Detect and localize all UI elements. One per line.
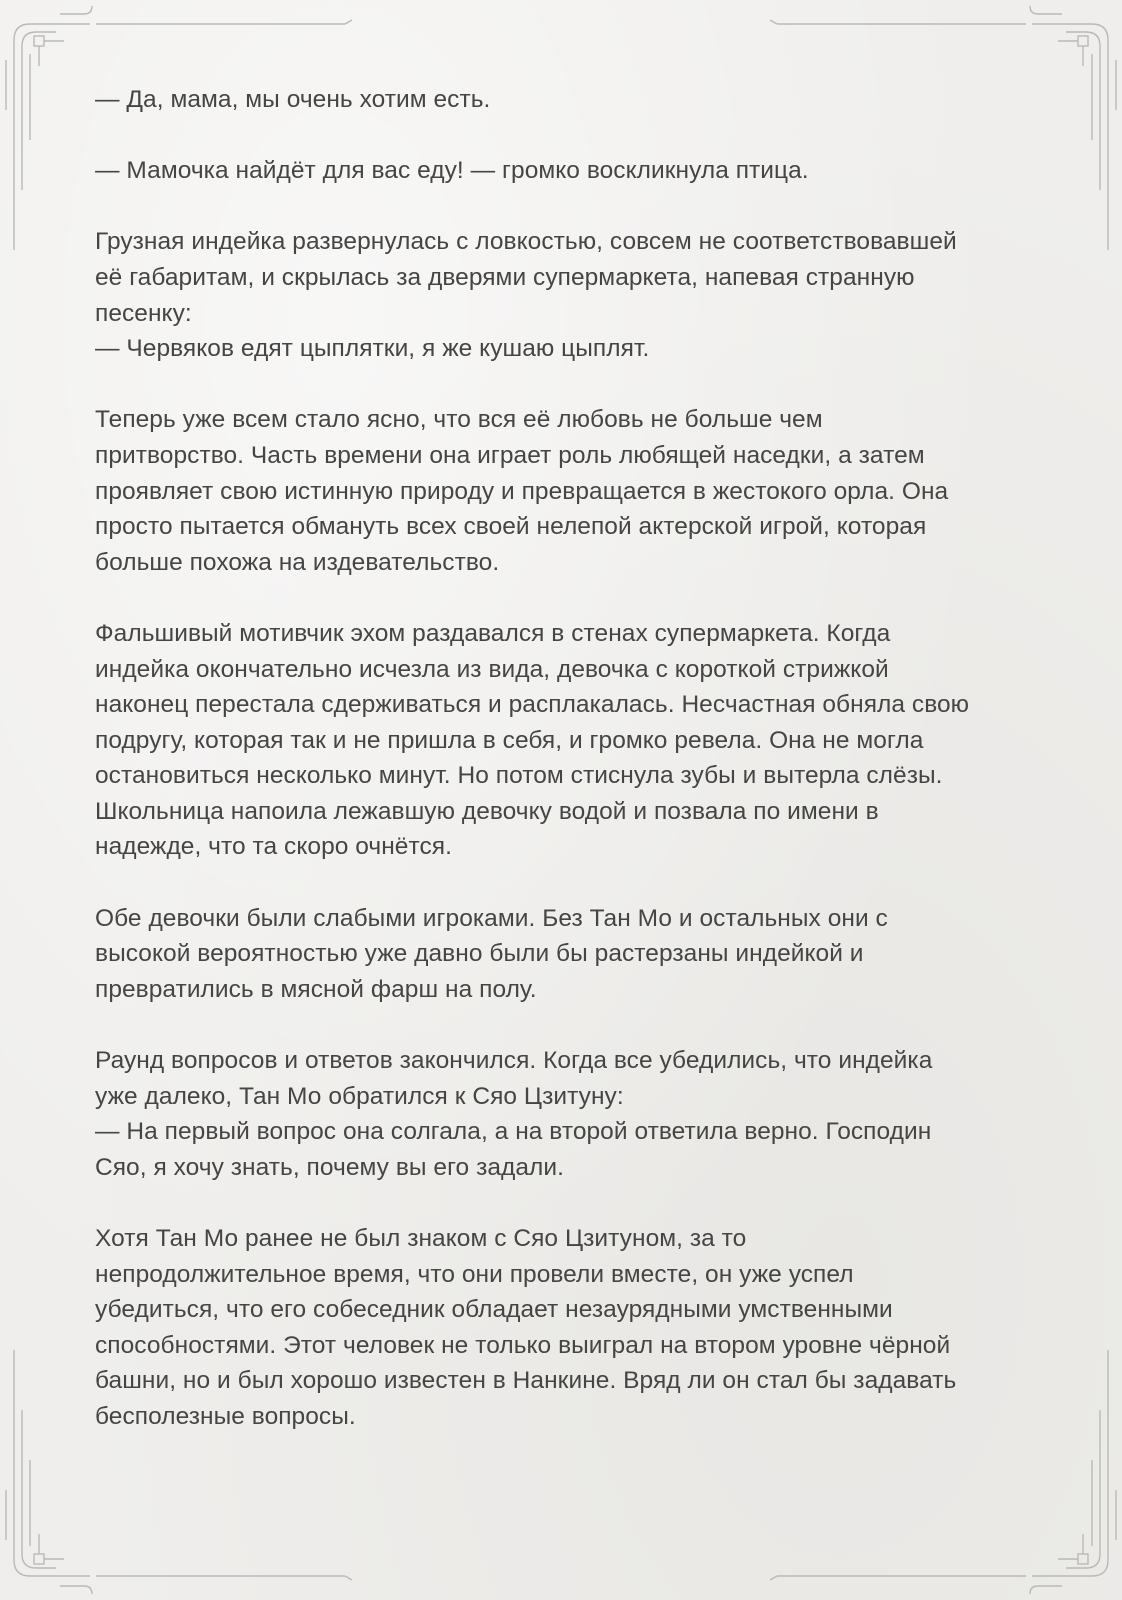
text-line: бесполезные вопросы.	[95, 1402, 356, 1430]
text-line: башни, но и был хорошо известен в Нанкине. Вряд ли он стал бы задавать	[95, 1367, 957, 1395]
text-line: Теперь уже всем стало ясно, что вся её любовь не больше чем	[95, 406, 823, 434]
text-line: притворство. Часть времени она играет роль любящей наседки, а затем	[95, 441, 925, 469]
text-line: подругу, которая так и не пришла в себя, и громко ревела. Она не могла	[95, 726, 924, 754]
text-line: непродолжительное время, что они провели вместе, он уже успел	[95, 1260, 854, 1288]
paragraph	[95, 224, 1040, 366]
text-line: наконец перестала сдерживаться и расплакалась. Несчастная обняла свою	[95, 691, 970, 719]
text-line: превратились в мясной фарш на полу.	[95, 975, 537, 1003]
document-body	[95, 82, 1040, 1470]
paragraph	[95, 616, 1040, 865]
text-line: надежде, что та скоро очнётся.	[95, 833, 452, 861]
text-line: Сяо, я хочу знать, почему вы его задали.	[95, 1153, 564, 1181]
text-line: — Червяков едят цыплятки, я же кушаю цыплят.	[95, 335, 650, 363]
text-line: способностями. Этот человек не только выиграл на втором уровне чёрной	[95, 1331, 951, 1359]
text-line: Обе девочки были слабыми игроками. Без Тан Мо и остальных они с	[95, 904, 888, 932]
paragraph	[95, 901, 1040, 1008]
paragraph	[95, 1043, 1040, 1185]
text-line: проявляет свою истинную природу и превращается в жестокого орла. Она	[95, 477, 949, 505]
text-line: Школьница напоила лежавшую девочку водой и позвала по имени в	[95, 797, 879, 825]
text-line: песенку:	[95, 299, 192, 327]
paragraph	[95, 153, 1040, 189]
text-line: её габаритам, и скрылась за дверями супермаркета, напевая странную	[95, 263, 915, 291]
text-line: — Мамочка найдёт для вас еду! — громко воскликнула птица.	[95, 157, 809, 185]
text-line: высокой вероятностью уже давно были бы растерзаны индейкой и	[95, 940, 864, 968]
text-line: Хотя Тан Мо ранее не был знаком с Сяо Цзитуном, за то	[95, 1225, 747, 1252]
text-line: больше похожа на издевательство.	[95, 548, 500, 576]
text-line: остановиться несколько минут. Но потом стиснула зубы и вытерла слёзы.	[95, 762, 943, 790]
paragraph	[95, 402, 1040, 580]
text-line: — На первый вопрос она солгала, а на второй ответила верно. Господин	[95, 1118, 932, 1146]
text-line: индейка окончательно исчезла из вида, девочка с короткой стрижкой	[95, 655, 889, 683]
text-line: убедиться, что его собеседник обладает незаурядными умственными	[95, 1296, 893, 1324]
paragraph	[95, 1221, 1040, 1435]
paragraph	[95, 82, 1040, 118]
text-line: просто пытается обмануть всех своей нелепой актерской игрой, которая	[95, 513, 927, 541]
text-line: Грузная индейка развернулась с ловкостью, совсем не соответствовавшей	[95, 228, 957, 256]
text-line: уже далеко, Тан Мо обратился к Сяо Цзитуну:	[95, 1082, 624, 1110]
text-line: Раунд вопросов и ответов закончился. Когда все убедились, что индейка	[95, 1047, 933, 1075]
text-line: Фальшивый мотивчик эхом раздавался в стенах супермаркета. Когда	[95, 619, 891, 647]
text-line: — Да, мама, мы очень хотим есть.	[95, 86, 491, 113]
